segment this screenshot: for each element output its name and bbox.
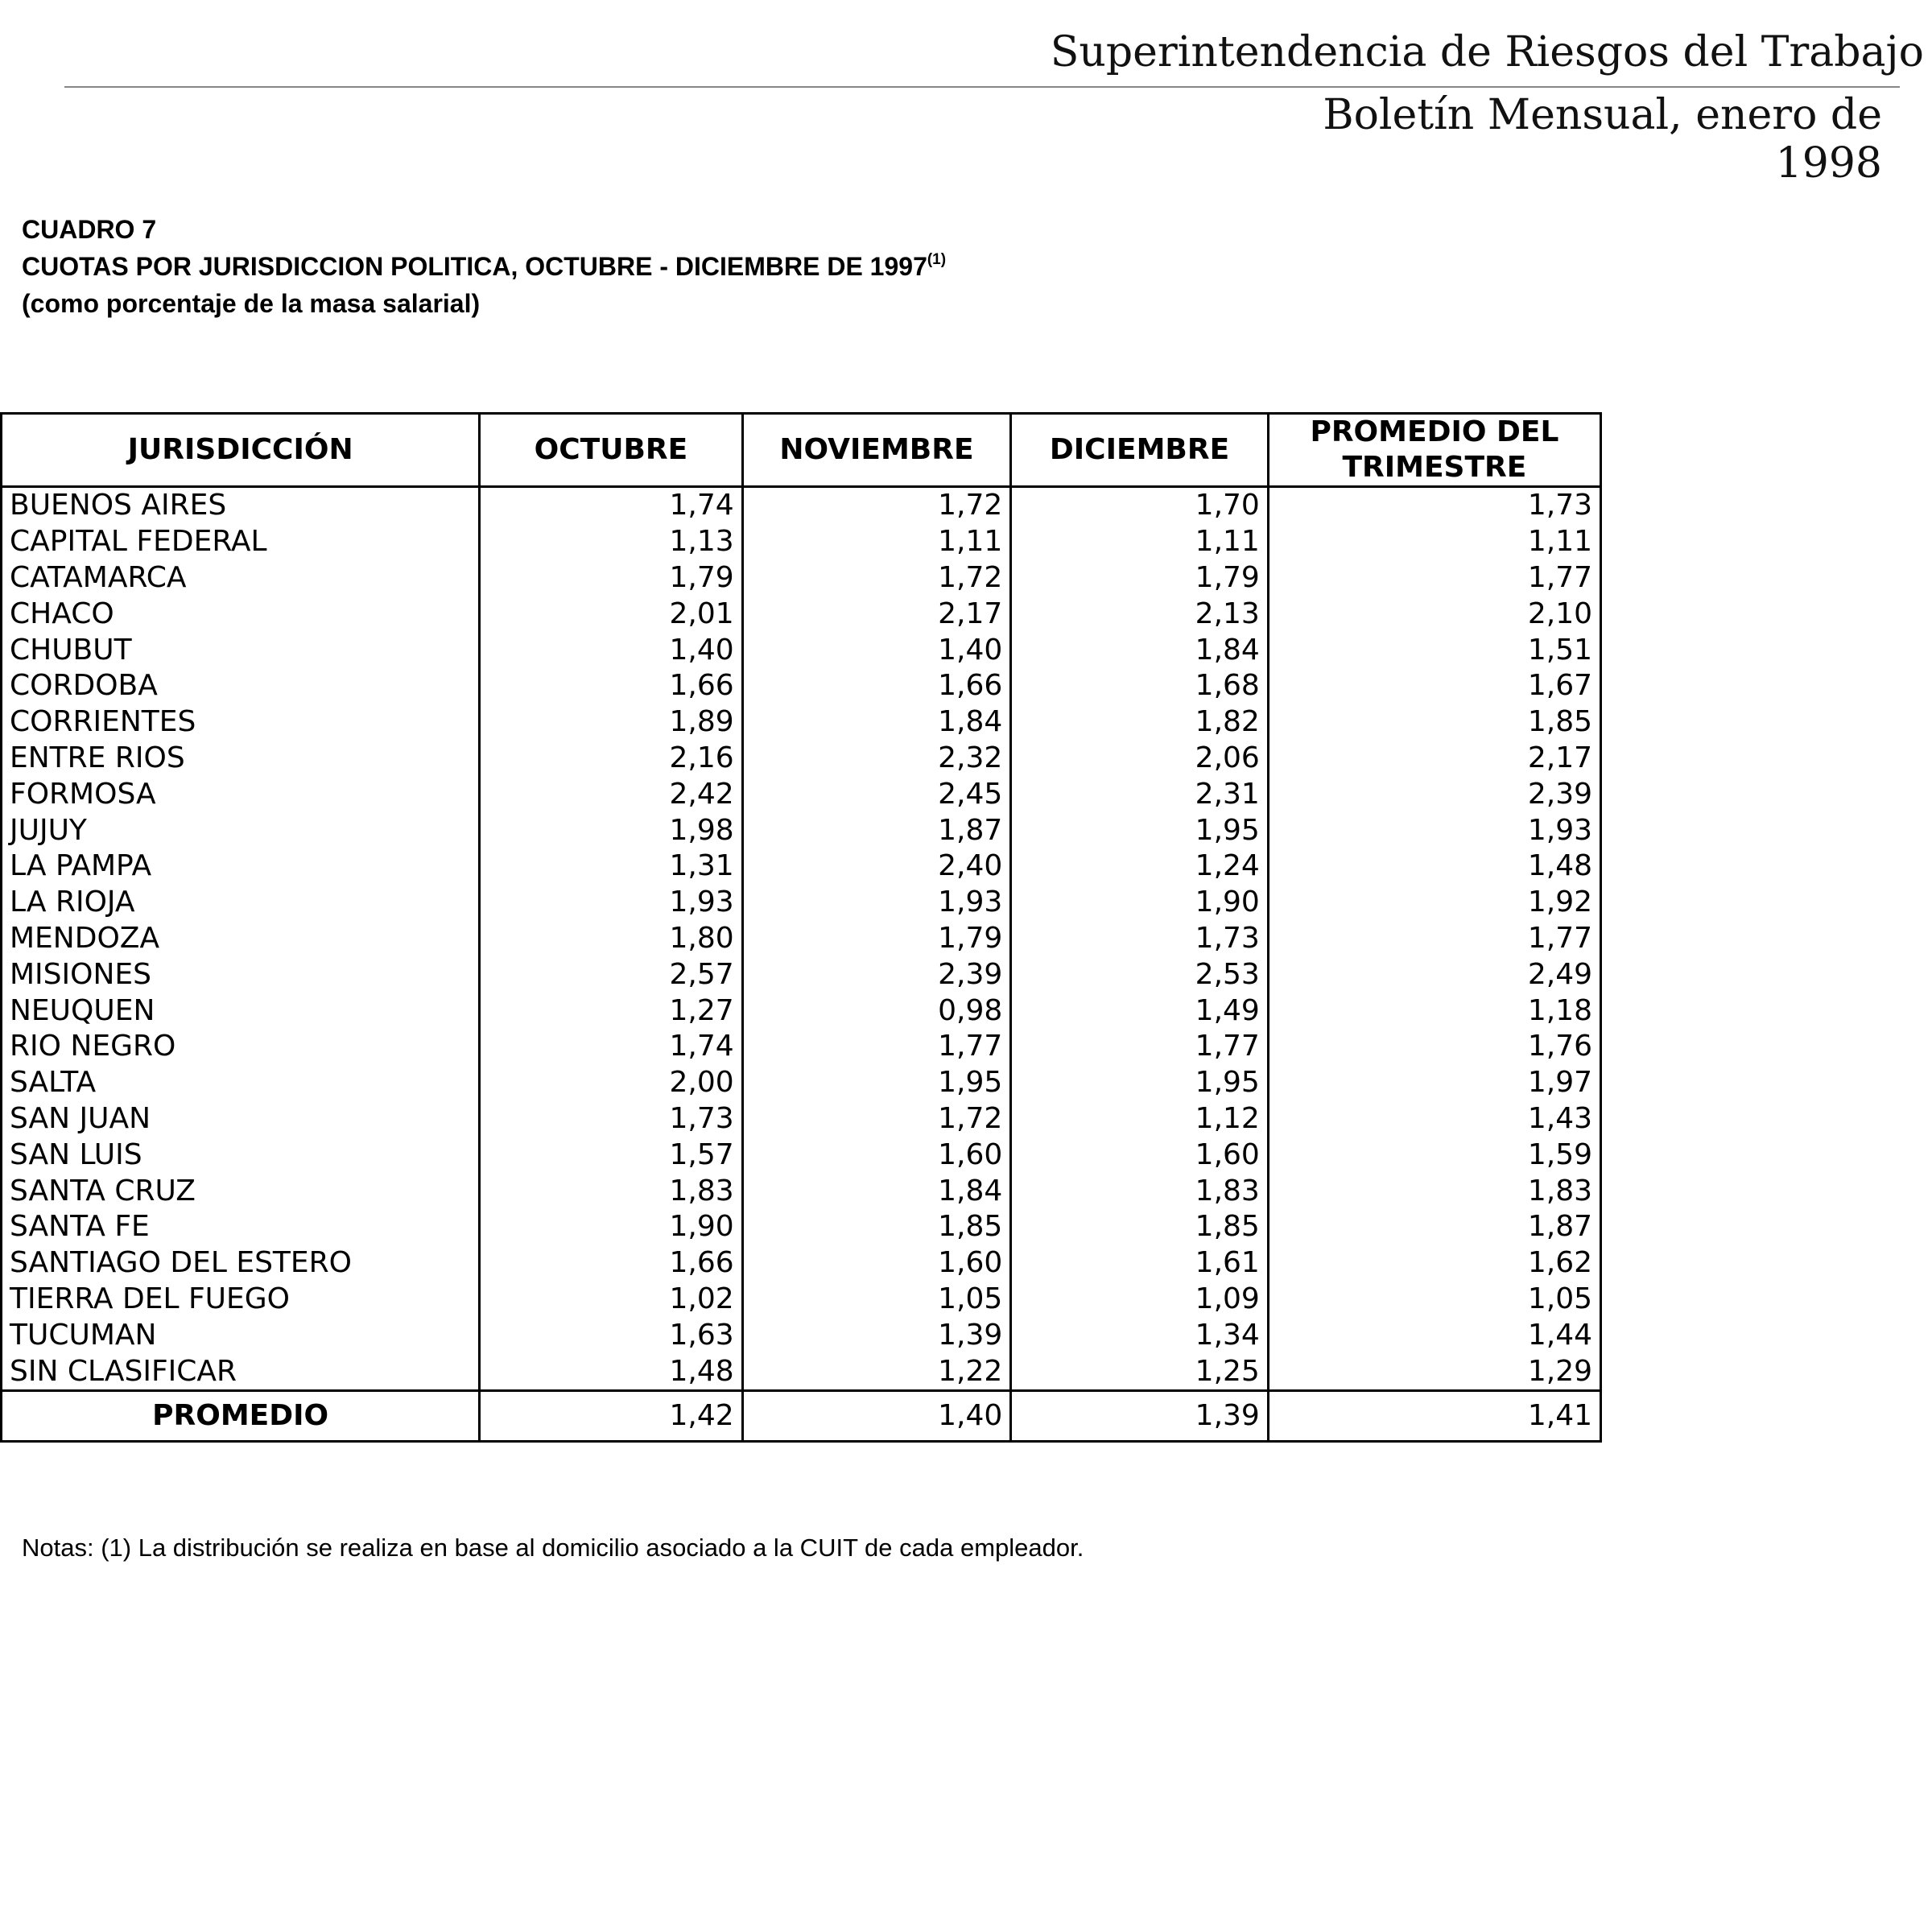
jurisdiction-cell: SANTA FE (2, 1209, 480, 1245)
table-row (2, 885, 1601, 921)
table-row (2, 632, 1601, 668)
october-cell: 1,02 (480, 1282, 742, 1318)
jurisdiction-cell: CORRIENTES (2, 704, 480, 741)
jurisdiction-cell: SAN JUAN (2, 1101, 480, 1137)
december-cell: 1,90 (1011, 885, 1269, 921)
december-cell: 1,77 (1011, 1029, 1269, 1065)
table-row (2, 921, 1601, 957)
december-cell: 1,95 (1011, 1065, 1269, 1101)
table-caption (22, 211, 946, 322)
december-cell: 1,61 (1011, 1245, 1269, 1282)
quarter-average-cell: 1,51 (1268, 632, 1600, 668)
table-row (2, 1282, 1601, 1318)
november-cell: 2,45 (742, 776, 1011, 812)
october-cell: 2,42 (480, 776, 742, 812)
table-row (2, 596, 1601, 632)
quarter-average-cell: 2,39 (1268, 776, 1600, 812)
november-cell: 1,84 (742, 704, 1011, 741)
quotas-table (0, 412, 1602, 1443)
caption-footnote-ref: (1) (927, 251, 947, 268)
table-body (2, 487, 1601, 1391)
quarter-average-cell: 1,62 (1268, 1245, 1600, 1282)
total-november: 1,40 (742, 1390, 1011, 1441)
jurisdiction-cell: RIO NEGRO (2, 1029, 480, 1065)
december-cell: 1,25 (1011, 1353, 1269, 1390)
october-cell: 1,83 (480, 1173, 742, 1209)
october-cell: 1,66 (480, 1245, 742, 1282)
november-cell: 1,87 (742, 812, 1011, 848)
jurisdiction-cell: SANTIAGO DEL ESTERO (2, 1245, 480, 1282)
october-cell: 1,74 (480, 1029, 742, 1065)
quarter-average-cell: 1,85 (1268, 704, 1600, 741)
table-row (2, 524, 1601, 560)
caption-title: CUOTAS POR JURISDICCION POLITICA, OCTUBRE - DICIEMBRE DE 1997 (22, 252, 927, 281)
december-cell: 1,24 (1011, 848, 1269, 885)
december-cell: 1,82 (1011, 704, 1269, 741)
table-row (2, 812, 1601, 848)
jurisdiction-cell: BUENOS AIRES (2, 487, 480, 524)
bulletin-title-line1: Boletín Mensual, enero de (1323, 91, 1882, 139)
quarter-average-cell: 1,76 (1268, 1029, 1600, 1065)
december-cell: 1,84 (1011, 632, 1269, 668)
quarter-average-cell: 1,77 (1268, 921, 1600, 957)
quarter-average-cell: 2,10 (1268, 596, 1600, 632)
december-cell: 1,79 (1011, 560, 1269, 597)
october-cell: 1,31 (480, 848, 742, 885)
november-cell: 2,40 (742, 848, 1011, 885)
november-cell: 1,60 (742, 1245, 1011, 1282)
table-row (2, 1029, 1601, 1065)
total-row (2, 1390, 1601, 1441)
table-row (2, 993, 1601, 1029)
quarter-average-cell: 1,92 (1268, 885, 1600, 921)
november-cell: 1,72 (742, 487, 1011, 524)
bulletin-title-line2: 1998 (1775, 139, 1882, 188)
december-cell: 1,95 (1011, 812, 1269, 848)
caption-title-line (22, 248, 946, 285)
quarter-average-cell: 2,17 (1268, 741, 1600, 777)
header-december: DICIEMBRE (1011, 414, 1269, 487)
table-row (2, 956, 1601, 993)
november-cell: 1,39 (742, 1317, 1011, 1353)
november-cell: 1,05 (742, 1282, 1011, 1318)
november-cell: 1,66 (742, 668, 1011, 704)
header-divider (64, 86, 1900, 88)
october-cell: 1,66 (480, 668, 742, 704)
total-quarter-average: 1,41 (1268, 1390, 1600, 1441)
jurisdiction-cell: LA PAMPA (2, 848, 480, 885)
caption-subtitle: (como porcentaje de la masa salarial) (22, 289, 481, 318)
table-row (2, 704, 1601, 741)
november-cell: 1,93 (742, 885, 1011, 921)
december-cell: 1,85 (1011, 1209, 1269, 1245)
quarter-average-cell: 1,11 (1268, 524, 1600, 560)
quarter-average-cell: 1,77 (1268, 560, 1600, 597)
december-cell: 1,73 (1011, 921, 1269, 957)
october-cell: 1,93 (480, 885, 742, 921)
jurisdiction-cell: CHUBUT (2, 632, 480, 668)
quarter-average-cell: 1,18 (1268, 993, 1600, 1029)
table-row (2, 848, 1601, 885)
december-cell: 2,53 (1011, 956, 1269, 993)
november-cell: 2,39 (742, 956, 1011, 993)
jurisdiction-cell: MENDOZA (2, 921, 480, 957)
jurisdiction-cell: JUJUY (2, 812, 480, 848)
quarter-average-cell: 1,87 (1268, 1209, 1600, 1245)
table-row (2, 1065, 1601, 1101)
october-cell: 1,98 (480, 812, 742, 848)
november-cell: 1,84 (742, 1173, 1011, 1209)
quarter-average-cell: 2,49 (1268, 956, 1600, 993)
jurisdiction-cell: TUCUMAN (2, 1317, 480, 1353)
jurisdiction-cell: CAPITAL FEDERAL (2, 524, 480, 560)
november-cell: 1,72 (742, 1101, 1011, 1137)
november-cell: 1,22 (742, 1353, 1011, 1390)
table-row (2, 1101, 1601, 1137)
october-cell: 2,57 (480, 956, 742, 993)
jurisdiction-cell: SAN LUIS (2, 1137, 480, 1173)
october-cell: 1,63 (480, 1317, 742, 1353)
quarter-average-cell: 1,29 (1268, 1353, 1600, 1390)
november-cell: 1,60 (742, 1137, 1011, 1173)
quarter-average-cell: 1,97 (1268, 1065, 1600, 1101)
october-cell: 1,80 (480, 921, 742, 957)
total-december: 1,39 (1011, 1390, 1269, 1441)
october-cell: 2,01 (480, 596, 742, 632)
december-cell: 2,13 (1011, 596, 1269, 632)
october-cell: 1,13 (480, 524, 742, 560)
table-row (2, 487, 1601, 524)
header-october: OCTUBRE (480, 414, 742, 487)
december-cell: 1,34 (1011, 1317, 1269, 1353)
november-cell: 1,11 (742, 524, 1011, 560)
october-cell: 1,74 (480, 487, 742, 524)
total-october: 1,42 (480, 1390, 742, 1441)
jurisdiction-cell: CHACO (2, 596, 480, 632)
november-cell: 2,17 (742, 596, 1011, 632)
december-cell: 2,06 (1011, 741, 1269, 777)
table-row (2, 741, 1601, 777)
november-cell: 1,77 (742, 1029, 1011, 1065)
october-cell: 1,40 (480, 632, 742, 668)
october-cell: 2,16 (480, 741, 742, 777)
november-cell: 1,72 (742, 560, 1011, 597)
table-row (2, 1209, 1601, 1245)
table-row (2, 1245, 1601, 1282)
jurisdiction-cell: SANTA CRUZ (2, 1173, 480, 1209)
quarter-average-cell: 1,48 (1268, 848, 1600, 885)
november-cell: 2,32 (742, 741, 1011, 777)
november-cell: 1,40 (742, 632, 1011, 668)
jurisdiction-cell: NEUQUEN (2, 993, 480, 1029)
header-quarter-average: PROMEDIO DEL TRIMESTRE (1268, 414, 1600, 487)
november-cell: 1,79 (742, 921, 1011, 957)
december-cell: 1,12 (1011, 1101, 1269, 1137)
jurisdiction-cell: FORMOSA (2, 776, 480, 812)
october-cell: 1,79 (480, 560, 742, 597)
november-cell: 1,95 (742, 1065, 1011, 1101)
december-cell: 1,49 (1011, 993, 1269, 1029)
quarter-average-cell: 1,05 (1268, 1282, 1600, 1318)
table-notes: Notas: (1) La distribución se realiza en base al domicilio asociado a la CUIT de cada empleador. (22, 1534, 1084, 1562)
quarter-average-cell: 1,43 (1268, 1101, 1600, 1137)
table-row (2, 776, 1601, 812)
december-cell: 2,31 (1011, 776, 1269, 812)
jurisdiction-cell: CATAMARCA (2, 560, 480, 597)
december-cell: 1,11 (1011, 524, 1269, 560)
total-label: PROMEDIO (2, 1390, 480, 1441)
table-row (2, 1137, 1601, 1173)
quarter-average-cell: 1,83 (1268, 1173, 1600, 1209)
jurisdiction-cell: CORDOBA (2, 668, 480, 704)
jurisdiction-cell: MISIONES (2, 956, 480, 993)
november-cell: 0,98 (742, 993, 1011, 1029)
october-cell: 1,89 (480, 704, 742, 741)
jurisdiction-cell: LA RIOJA (2, 885, 480, 921)
december-cell: 1,68 (1011, 668, 1269, 704)
november-cell: 1,85 (742, 1209, 1011, 1245)
bulletin-title (1319, 91, 1882, 188)
table-row (2, 668, 1601, 704)
december-cell: 1,83 (1011, 1173, 1269, 1209)
table-row (2, 560, 1601, 597)
table-header-row (2, 414, 1601, 487)
december-cell: 1,09 (1011, 1282, 1269, 1318)
jurisdiction-cell: ENTRE RIOS (2, 741, 480, 777)
quarter-average-cell: 1,93 (1268, 812, 1600, 848)
quarter-average-cell: 1,67 (1268, 668, 1600, 704)
jurisdiction-cell: SIN CLASIFICAR (2, 1353, 480, 1390)
october-cell: 2,00 (480, 1065, 742, 1101)
october-cell: 1,27 (480, 993, 742, 1029)
jurisdiction-cell: SALTA (2, 1065, 480, 1101)
table-row (2, 1173, 1601, 1209)
quarter-average-cell: 1,59 (1268, 1137, 1600, 1173)
table-row (2, 1317, 1601, 1353)
december-cell: 1,70 (1011, 487, 1269, 524)
jurisdiction-cell: TIERRA DEL FUEGO (2, 1282, 480, 1318)
table-row (2, 1353, 1601, 1390)
caption-number: CUADRO 7 (22, 215, 157, 244)
december-cell: 1,60 (1011, 1137, 1269, 1173)
quarter-average-cell: 1,44 (1268, 1317, 1600, 1353)
october-cell: 1,48 (480, 1353, 742, 1390)
quarter-average-cell: 1,73 (1268, 487, 1600, 524)
header-november: NOVIEMBRE (742, 414, 1011, 487)
organization-title: Superintendencia de Riesgos del Trabajo (1050, 28, 1924, 76)
october-cell: 1,90 (480, 1209, 742, 1245)
header-jurisdiction: JURISDICCIÓN (2, 414, 480, 487)
october-cell: 1,73 (480, 1101, 742, 1137)
october-cell: 1,57 (480, 1137, 742, 1173)
